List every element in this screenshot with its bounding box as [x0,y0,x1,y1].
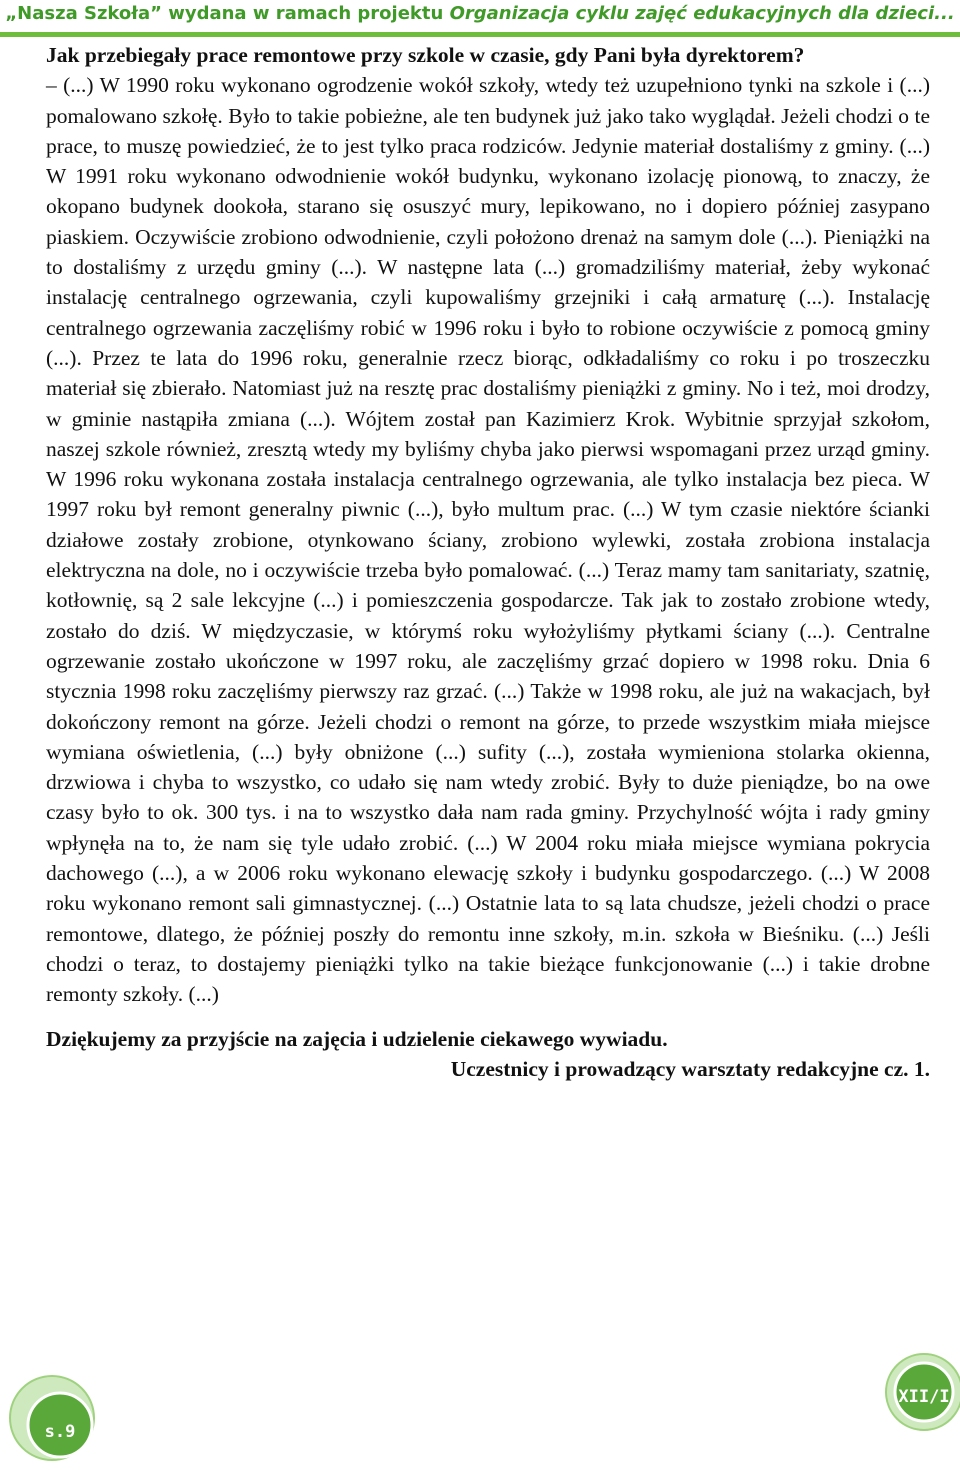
footer-decoration [0,1350,960,1470]
page-header [0,0,960,30]
issue-number: XII/I [898,1387,950,1407]
article-body [46,40,930,1084]
interview-question: Jak przebiegały prace remontowe przy szkole w czasie, gdy Pani była dyrektorem? [46,43,805,67]
header-divider [0,32,960,37]
page-number: s.9 [44,1422,76,1442]
header-title: „Nasza Szkoła” wydana w ramach projektu [5,3,450,24]
thanks-note: Dziękujemy za przyjście na zajęcia i udzielenie ciekawego wywiadu. [46,1026,668,1051]
header-project-name: Organizacja cyklu zajęć edukacyjnych dla dzieci... [449,3,955,24]
signature: Uczestnicy i prowadzący warsztaty redakcyjne cz. 1. [450,1056,930,1081]
interview-answer: – (...) W 1990 roku wykonano ogrodzenie wokół szkoły, wtedy też uzupełniono tynki na szkole i (...) pomalowano szkołę. Było to takie pobieżne, ale ten budynek już jako tako wyglądał. Jeżeli chodzi o te prace, to muszę powiedzieć, że to jest tylko praca rodziców. Jedynie materiał dostaliśmy z gminy. (...) W 1991 roku wykonano odwodnienie wokół budynku, wykonano izolację pionową, to znaczy, że okopano budynek dookoła, starano się osuszyć mury, lepikowano, no i dopiero później zasypano piaskiem. Oczywiście zrobiono odwodnienie, czyli położono drenaż na samym dole (...). Pieniążki na to dostaliśmy z urzędu gminy (...). W następne lata (...) gromadziliśmy materiał, żeby wykonać instalację centralnego ogrzewania, czyli kupowaliśmy grzejniki i całą armaturę (...). Instalację centralnego ogrzewania zaczęliśmy robić w 1996 roku i było to robione oczywiście z pomocą gminy (...). Przez te lata do 1996 roku, generalnie rzecz biorąc, odkładaliśmy co roku i po troszeczku materiał się zbierało. Natomiast już na resztę prac dostaliśmy pieniążki z gminy. No i też, moi drodzy, w gminie nastąpiła zmiana (...). Wójtem został pan Kazimierz Krok. Wybitnie sprzyjał szkołom, naszej szkole również, zresztą wtedy my byliśmy chyba jako pierwsi wspomagani przez urząd gminy. W 1996 roku wykonana została instalacja centralnego ogrzewania, ale tylko instalacja bez pieca. W 1997 roku był remont generalny piwnic (...), było multum prac. (...) W tym czasie niektóre ścianki działowe zostały zrobione, otynkowano ściany, zrobiono wylewki, została zrobiona instalacja elektryczna na dole, no i oczywiście trzeba było pomalować. (...) Teraz mamy tam sanitariaty, szatnię, kotłownię, są 2 sale lekcyjne (...) i pomieszczenia gospodarcze. Tak jak to zostało zrobione wtedy, zostało do dziś. W międzyczasie, w którymś roku wyłożyliśmy płytkami ściany (...). Centralne ogrzewanie zostało ukończone w 1997 roku, ale zaczęliśmy grzać dopiero w 1998 roku. Dnia 6 stycznia 1998 roku zaczęliśmy pierwszy raz grzać. (...) Także w 1998 roku, ale już na wakacjach, był dokończony remont na górze. Jeżeli chodzi o remont na górze, to przede wszystkim miała miejsce wymiana oświetlenia, (...) były obniżone (...) sufity (...), została wymieniona stolarka okienna, drzwiowa i chyba to wszystko, co udało się nam wtedy zrobić. Były to duże pieniądze, bo na owe czasy było to ok. 300 tys. i na to wszystko dała nam rada gminy. Przychylność wójta i rady gminy wpłynęła na to, że nam się tyle udało zrobić. (...) W 2004 roku miała miejsce wymiana pokrycia dachowego (...), a w 2006 roku wykonano elewację szkoły i budynku gospodarczego. (...) W 2008 roku wykonano remont sali gimnastycznej. (...) Ostatnie lata to są lata chudsze, jeżeli chodzi o prace remontowe, dlatego, że później poszły do remontu inne szkoły, m.in. szkoła w Bieśniku. (...) Jeśli chodzi o teraz, to dostajemy pieniążki tylko na takie bieżące funkcjonowanie (...) i takie drobne remonty szkoły. (...) [46,73,930,1007]
